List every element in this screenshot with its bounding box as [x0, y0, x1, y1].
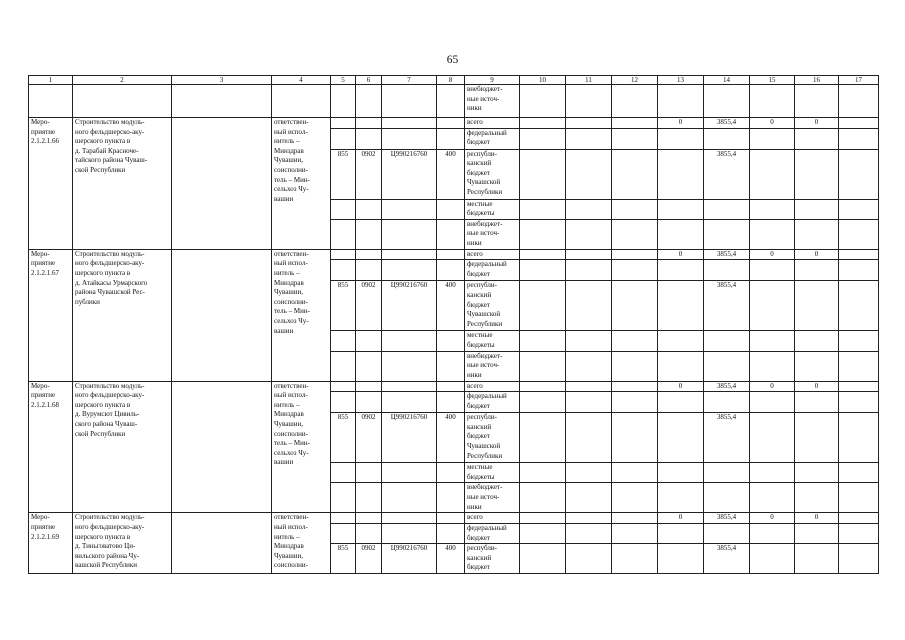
empty-col3-cell — [172, 85, 272, 118]
value-cell-col12 — [612, 381, 658, 392]
value-cell-col12 — [612, 260, 658, 281]
event-number-cell: Меро- приятие 2.1.2.1.66 — [29, 118, 73, 250]
funding-source-cell: местные бюджеты — [465, 199, 520, 219]
value-cell-col14 — [704, 85, 750, 118]
header-cell-12: 12 — [612, 76, 658, 85]
value-cell-col8 — [437, 219, 465, 249]
value-cell-col12 — [612, 331, 658, 351]
event-title-cell: Строительство модуль- ного фельдшерско-аку- шерского пункта в д. Тарабай Красноче- тайского района Чуваш- ской Республики — [73, 118, 172, 250]
value-cell-col13: 0 — [658, 381, 704, 392]
value-cell-col15 — [750, 463, 795, 483]
value-cell-col13 — [658, 483, 704, 513]
value-cell-col14 — [704, 463, 750, 483]
value-cell-col16 — [795, 544, 839, 574]
value-cell-col5 — [331, 249, 356, 260]
value-cell-col17 — [839, 249, 879, 260]
value-cell-col8 — [437, 249, 465, 260]
value-cell-col10 — [520, 392, 566, 413]
value-cell-col10 — [520, 128, 566, 149]
header-cell-3: 3 — [172, 76, 272, 85]
value-cell-col8 — [437, 351, 465, 381]
value-cell-col15: 0 — [750, 249, 795, 260]
header-cell-13: 13 — [658, 76, 704, 85]
value-cell-col7: Ц990216760 — [382, 413, 437, 463]
value-cell-col16 — [795, 128, 839, 149]
value-cell-col6: 0902 — [356, 281, 382, 331]
value-cell-col5 — [331, 523, 356, 543]
value-cell-col16 — [795, 351, 839, 381]
value-cell-col6: 0902 — [356, 544, 382, 574]
value-cell-col16 — [795, 199, 839, 219]
value-cell-col14 — [704, 483, 750, 513]
value-cell-col5 — [331, 513, 356, 524]
value-cell-col8: 400 — [437, 413, 465, 463]
executor-cell: ответствен- ный испол- нитель – Минздрав Чувашии, соисполни- тель – Мин- сельхоз Чу- вашии — [272, 381, 331, 513]
value-cell-col8 — [437, 85, 465, 118]
value-cell-col6 — [356, 523, 382, 543]
header-cell-8: 8 — [437, 76, 465, 85]
value-cell-col15 — [750, 85, 795, 118]
value-cell-col10 — [520, 219, 566, 249]
value-cell-col17 — [839, 118, 879, 129]
funding-source-cell: всего — [465, 249, 520, 260]
value-cell-col7 — [382, 483, 437, 513]
value-cell-col13 — [658, 85, 704, 118]
value-cell-col13 — [658, 281, 704, 331]
header-cell-7: 7 — [382, 76, 437, 85]
value-cell-col15 — [750, 392, 795, 413]
value-cell-col14 — [704, 128, 750, 149]
empty-col3-cell — [172, 381, 272, 513]
value-cell-col12 — [612, 128, 658, 149]
value-cell-col17 — [839, 351, 879, 381]
value-cell-col5 — [331, 219, 356, 249]
table-row — [29, 513, 879, 524]
value-cell-col6: 0902 — [356, 149, 382, 199]
value-cell-col7 — [382, 260, 437, 281]
value-cell-col13 — [658, 523, 704, 543]
value-cell-col16 — [795, 483, 839, 513]
executor-cell: ответствен- ный испол- нитель – Минздрав Чувашии, соисполни- — [272, 513, 331, 574]
value-cell-col7 — [382, 523, 437, 543]
value-cell-col10 — [520, 149, 566, 199]
value-cell-col5 — [331, 128, 356, 149]
value-cell-col10 — [520, 351, 566, 381]
value-cell-col12 — [612, 118, 658, 129]
value-cell-col15 — [750, 331, 795, 351]
value-cell-col13 — [658, 199, 704, 219]
header-cell-1: 1 — [29, 76, 73, 85]
value-cell-col16: 0 — [795, 513, 839, 524]
value-cell-col14: 3855,4 — [704, 281, 750, 331]
value-cell-col6 — [356, 513, 382, 524]
header-cell-14: 14 — [704, 76, 750, 85]
value-cell-col7 — [382, 463, 437, 483]
value-cell-col12 — [612, 544, 658, 574]
event-title-cell — [73, 85, 172, 118]
value-cell-col14: 3855,4 — [704, 249, 750, 260]
value-cell-col6 — [356, 463, 382, 483]
value-cell-col16 — [795, 463, 839, 483]
event-title-cell: Строительство модуль- ного фельдшерско-аку- шерского пункта в д. Вурумсют Цивиль- ского района Чуваш- ской Республики — [73, 381, 172, 513]
value-cell-col14 — [704, 199, 750, 219]
executor-cell — [272, 85, 331, 118]
value-cell-col13: 0 — [658, 513, 704, 524]
value-cell-col13 — [658, 463, 704, 483]
value-cell-col14 — [704, 219, 750, 249]
value-cell-col10 — [520, 381, 566, 392]
value-cell-col14 — [704, 331, 750, 351]
value-cell-col16 — [795, 260, 839, 281]
value-cell-col5: 855 — [331, 149, 356, 199]
funding-source-cell: федеральный бюджет — [465, 128, 520, 149]
value-cell-col17 — [839, 219, 879, 249]
value-cell-col14: 3855,4 — [704, 149, 750, 199]
value-cell-col14 — [704, 260, 750, 281]
value-cell-col14 — [704, 351, 750, 381]
value-cell-col16 — [795, 331, 839, 351]
funding-source-cell: внебюджет- ные источ- ники — [465, 85, 520, 118]
value-cell-col10 — [520, 513, 566, 524]
value-cell-col13 — [658, 149, 704, 199]
value-cell-col5: 855 — [331, 413, 356, 463]
value-cell-col10 — [520, 544, 566, 574]
value-cell-col11 — [566, 249, 612, 260]
event-number-cell: Меро- приятие 2.1.2.1.68 — [29, 381, 73, 513]
value-cell-col11 — [566, 523, 612, 543]
value-cell-col7 — [382, 351, 437, 381]
value-cell-col12 — [612, 463, 658, 483]
funding-source-cell: внебюджет- ные источ- ники — [465, 351, 520, 381]
value-cell-col15 — [750, 219, 795, 249]
funding-source-cell: местные бюджеты — [465, 331, 520, 351]
value-cell-col12 — [612, 219, 658, 249]
value-cell-col11 — [566, 149, 612, 199]
value-cell-col11 — [566, 85, 612, 118]
value-cell-col11 — [566, 331, 612, 351]
value-cell-col14: 3855,4 — [704, 544, 750, 574]
value-cell-col16 — [795, 85, 839, 118]
header-cell-9: 9 — [465, 76, 520, 85]
value-cell-col10 — [520, 249, 566, 260]
value-cell-col17 — [839, 149, 879, 199]
header-cell-15: 15 — [750, 76, 795, 85]
value-cell-col15 — [750, 483, 795, 513]
value-cell-col16 — [795, 281, 839, 331]
value-cell-col15 — [750, 351, 795, 381]
value-cell-col8: 400 — [437, 149, 465, 199]
value-cell-col10 — [520, 281, 566, 331]
value-cell-col17 — [839, 413, 879, 463]
value-cell-col6 — [356, 199, 382, 219]
value-cell-col7: Ц990216760 — [382, 281, 437, 331]
value-cell-col5 — [331, 483, 356, 513]
table-row — [29, 249, 879, 260]
value-cell-col6 — [356, 392, 382, 413]
value-cell-col15 — [750, 260, 795, 281]
value-cell-col12 — [612, 513, 658, 524]
value-cell-col7: Ц990216760 — [382, 544, 437, 574]
empty-col3-cell — [172, 118, 272, 250]
value-cell-col17 — [839, 381, 879, 392]
value-cell-col5 — [331, 260, 356, 281]
value-cell-col8 — [437, 483, 465, 513]
value-cell-col6 — [356, 128, 382, 149]
value-cell-col11 — [566, 219, 612, 249]
value-cell-col7: Ц990216760 — [382, 149, 437, 199]
value-cell-col6: 0902 — [356, 413, 382, 463]
value-cell-col15 — [750, 149, 795, 199]
value-cell-col8 — [437, 118, 465, 129]
value-cell-col7 — [382, 199, 437, 219]
funding-source-cell: республи- канский бюджет Чувашской Республики — [465, 149, 520, 199]
value-cell-col8 — [437, 381, 465, 392]
event-number-cell: Меро- приятие 2.1.2.1.69 — [29, 513, 73, 574]
value-cell-col5 — [331, 85, 356, 118]
value-cell-col11 — [566, 392, 612, 413]
table-row — [29, 118, 879, 129]
funding-source-cell: внебюджет- ные источ- ники — [465, 483, 520, 513]
value-cell-col16: 0 — [795, 381, 839, 392]
funding-source-cell: республи- канский бюджет — [465, 544, 520, 574]
value-cell-col8 — [437, 199, 465, 219]
value-cell-col8 — [437, 331, 465, 351]
value-cell-col5 — [331, 392, 356, 413]
value-cell-col15: 0 — [750, 381, 795, 392]
value-cell-col11 — [566, 260, 612, 281]
value-cell-col12 — [612, 85, 658, 118]
value-cell-col8 — [437, 463, 465, 483]
value-cell-col16: 0 — [795, 118, 839, 129]
value-cell-col11 — [566, 128, 612, 149]
funding-source-cell: всего — [465, 381, 520, 392]
value-cell-col11 — [566, 351, 612, 381]
executor-cell: ответствен- ный испол- нитель – Минздрав Чувашии, соисполни- тель – Мин- сельхоз Чу- вашии — [272, 249, 331, 381]
page-number: 65 — [446, 54, 459, 66]
value-cell-col11 — [566, 544, 612, 574]
value-cell-col14: 3855,4 — [704, 413, 750, 463]
value-cell-col10 — [520, 118, 566, 129]
value-cell-col6 — [356, 483, 382, 513]
value-cell-col16 — [795, 523, 839, 543]
value-cell-col17 — [839, 544, 879, 574]
value-cell-col17 — [839, 199, 879, 219]
value-cell-col10 — [520, 413, 566, 463]
value-cell-col13 — [658, 351, 704, 381]
value-cell-col17 — [839, 281, 879, 331]
table-row — [29, 85, 879, 118]
value-cell-col8 — [437, 513, 465, 524]
value-cell-col17 — [839, 128, 879, 149]
value-cell-col15 — [750, 544, 795, 574]
value-cell-col13 — [658, 128, 704, 149]
value-cell-col15 — [750, 199, 795, 219]
funding-source-cell: всего — [465, 513, 520, 524]
value-cell-col8 — [437, 523, 465, 543]
event-title-cell: Строительство модуль- ного фельдшерско-аку- шерского пункта в д. Атайкасы Урмарского района Чувашской Рес- публики — [73, 249, 172, 381]
value-cell-col6 — [356, 249, 382, 260]
value-cell-col5 — [331, 381, 356, 392]
value-cell-col13 — [658, 544, 704, 574]
value-cell-col11 — [566, 413, 612, 463]
executor-cell: ответствен- ный испол- нитель – Минздрав Чувашии, соисполни- тель – Мин- сельхоз Чу- вашии — [272, 118, 331, 250]
value-cell-col7 — [382, 513, 437, 524]
header-cell-6: 6 — [356, 76, 382, 85]
value-cell-col5 — [331, 463, 356, 483]
value-cell-col5 — [331, 331, 356, 351]
funding-source-cell: всего — [465, 118, 520, 129]
event-title-cell: Строительство модуль- ного фельдшерско-аку- шерского пункта в д. Тиньговатово Ци- вильского района Чу- вашской Республики — [73, 513, 172, 574]
header-cell-17: 17 — [839, 76, 879, 85]
value-cell-col7 — [382, 392, 437, 413]
header-cell-10: 10 — [520, 76, 566, 85]
value-cell-col6 — [356, 219, 382, 249]
value-cell-col14 — [704, 392, 750, 413]
value-cell-col10 — [520, 483, 566, 513]
value-cell-col5 — [331, 118, 356, 129]
value-cell-col6 — [356, 260, 382, 281]
value-cell-col8 — [437, 392, 465, 413]
value-cell-col11 — [566, 513, 612, 524]
value-cell-col11 — [566, 381, 612, 392]
value-cell-col7 — [382, 128, 437, 149]
value-cell-col14 — [704, 523, 750, 543]
value-cell-col7 — [382, 85, 437, 118]
value-cell-col11 — [566, 463, 612, 483]
value-cell-col14: 3855,4 — [704, 118, 750, 129]
funding-source-cell: республи- канский бюджет Чувашской Республики — [465, 413, 520, 463]
value-cell-col17 — [839, 85, 879, 118]
value-cell-col13 — [658, 219, 704, 249]
value-cell-col14: 3855,4 — [704, 513, 750, 524]
table-row — [29, 381, 879, 392]
value-cell-col12 — [612, 199, 658, 219]
value-cell-col16 — [795, 219, 839, 249]
funding-source-cell: внебюджет- ные источ- ники — [465, 219, 520, 249]
value-cell-col17 — [839, 483, 879, 513]
value-cell-col16 — [795, 392, 839, 413]
event-number-cell: Меро- приятие 2.1.2.1.67 — [29, 249, 73, 381]
value-cell-col15 — [750, 523, 795, 543]
value-cell-col6 — [356, 331, 382, 351]
value-cell-col15 — [750, 128, 795, 149]
header-row — [29, 76, 879, 85]
value-cell-col14: 3855,4 — [704, 381, 750, 392]
value-cell-col16: 0 — [795, 249, 839, 260]
value-cell-col12 — [612, 523, 658, 543]
value-cell-col5 — [331, 199, 356, 219]
value-cell-col11 — [566, 281, 612, 331]
header-cell-5: 5 — [331, 76, 356, 85]
value-cell-col7 — [382, 219, 437, 249]
funding-source-cell: федеральный бюджет — [465, 523, 520, 543]
value-cell-col10 — [520, 523, 566, 543]
value-cell-col12 — [612, 149, 658, 199]
value-cell-col10 — [520, 260, 566, 281]
value-cell-col8: 400 — [437, 544, 465, 574]
value-cell-col17 — [839, 523, 879, 543]
value-cell-col12 — [612, 351, 658, 381]
value-cell-col5: 855 — [331, 281, 356, 331]
value-cell-col13 — [658, 260, 704, 281]
value-cell-col8: 400 — [437, 281, 465, 331]
value-cell-col8 — [437, 260, 465, 281]
value-cell-col13: 0 — [658, 118, 704, 129]
value-cell-col15 — [750, 281, 795, 331]
value-cell-col12 — [612, 281, 658, 331]
value-cell-col13 — [658, 392, 704, 413]
value-cell-col13: 0 — [658, 249, 704, 260]
value-cell-col15: 0 — [750, 118, 795, 129]
value-cell-col5 — [331, 351, 356, 381]
value-cell-col7 — [382, 331, 437, 351]
value-cell-col12 — [612, 483, 658, 513]
empty-col3-cell — [172, 513, 272, 574]
funding-source-cell: местные бюджеты — [465, 463, 520, 483]
value-cell-col15 — [750, 413, 795, 463]
budget-table — [28, 75, 879, 574]
value-cell-col17 — [839, 513, 879, 524]
value-cell-col13 — [658, 331, 704, 351]
header-cell-16: 16 — [795, 76, 839, 85]
value-cell-col13 — [658, 413, 704, 463]
value-cell-col16 — [795, 413, 839, 463]
value-cell-col17 — [839, 463, 879, 483]
empty-col3-cell — [172, 249, 272, 381]
value-cell-col6 — [356, 351, 382, 381]
value-cell-col7 — [382, 249, 437, 260]
value-cell-col12 — [612, 249, 658, 260]
value-cell-col6 — [356, 118, 382, 129]
funding-source-cell: республи- канский бюджет Чувашской Республики — [465, 281, 520, 331]
event-number-cell — [29, 85, 73, 118]
funding-source-cell: федеральный бюджет — [465, 260, 520, 281]
value-cell-col7 — [382, 381, 437, 392]
value-cell-col10 — [520, 199, 566, 219]
header-cell-2: 2 — [73, 76, 172, 85]
value-cell-col11 — [566, 483, 612, 513]
value-cell-col11 — [566, 118, 612, 129]
funding-source-cell: федеральный бюджет — [465, 392, 520, 413]
value-cell-col12 — [612, 392, 658, 413]
value-cell-col17 — [839, 331, 879, 351]
value-cell-col16 — [795, 149, 839, 199]
value-cell-col8 — [437, 128, 465, 149]
value-cell-col17 — [839, 260, 879, 281]
value-cell-col10 — [520, 331, 566, 351]
header-cell-4: 4 — [272, 76, 331, 85]
value-cell-col12 — [612, 413, 658, 463]
value-cell-col11 — [566, 199, 612, 219]
value-cell-col10 — [520, 463, 566, 483]
value-cell-col17 — [839, 392, 879, 413]
value-cell-col10 — [520, 85, 566, 118]
value-cell-col6 — [356, 85, 382, 118]
value-cell-col5: 855 — [331, 544, 356, 574]
value-cell-col7 — [382, 118, 437, 129]
header-cell-11: 11 — [566, 76, 612, 85]
value-cell-col15: 0 — [750, 513, 795, 524]
value-cell-col6 — [356, 381, 382, 392]
